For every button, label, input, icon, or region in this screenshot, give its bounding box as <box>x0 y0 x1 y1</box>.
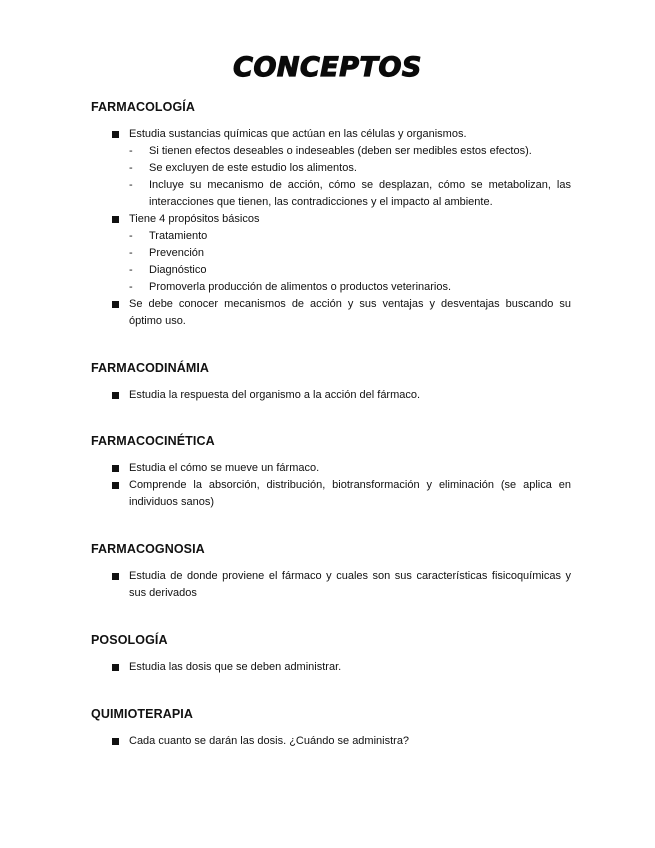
section-heading: FARMACOCINÉTICA <box>91 434 215 448</box>
sub-item-text: Si tienen efectos deseables o indeseables (deben ser medibles estos efectos). <box>149 145 532 157</box>
bullet-text: Comprende la absorción, distribución, biotransformación y eliminación (se aplica en individuos sanos) <box>129 479 571 508</box>
dash-icon: - <box>129 162 133 174</box>
square-bullet-icon <box>112 465 119 472</box>
square-bullet-icon <box>112 482 119 489</box>
bullet-text: Estudia las dosis que se deben administrar. <box>129 661 342 673</box>
sub-item <box>91 177 571 211</box>
sub-item-text: Diagnóstico <box>149 264 207 276</box>
bullet-item <box>91 733 571 750</box>
square-bullet-icon <box>112 301 119 308</box>
square-bullet-icon <box>112 131 119 138</box>
sub-item-text: Prevención <box>149 247 205 259</box>
section-farmacodinamia <box>91 359 571 404</box>
bullet-text: Estudia sustancias químicas que actúan en las células y organismos. <box>129 128 467 140</box>
bullet-text: Estudia de donde proviene el fármaco y cuales son sus características fisicoquímicas y sus derivados <box>129 570 571 599</box>
bullet-item <box>91 296 571 330</box>
section-posologia <box>91 631 571 676</box>
sub-item <box>91 279 571 296</box>
dash-icon: - <box>129 281 133 293</box>
sub-item <box>91 160 571 177</box>
bullet-item <box>91 568 571 602</box>
dash-icon: - <box>129 145 133 157</box>
dash-icon: - <box>129 179 133 191</box>
sub-item-text: Tratamiento <box>149 230 208 242</box>
sub-item <box>91 245 571 262</box>
section-heading: FARMACOGNOSIA <box>91 542 205 556</box>
section-quimioterapia <box>91 705 571 750</box>
sub-item-text: Promoverla producción de alimentos o productos veterinarios. <box>149 281 452 293</box>
bullet-text: Cada cuanto se darán las dosis. ¿Cuándo se administra? <box>129 735 410 747</box>
bullet-item <box>91 126 571 143</box>
square-bullet-icon <box>112 392 119 399</box>
square-bullet-icon <box>112 664 119 671</box>
bullet-text: Se debe conocer mecanismos de acción y sus ventajas y desventajas buscando su óptimo uso. <box>129 298 571 327</box>
section-farmacognosia <box>91 540 571 602</box>
bullet-item <box>91 387 571 404</box>
sub-item <box>91 228 571 245</box>
dash-icon: - <box>129 264 133 276</box>
bullet-text: Tiene 4 propósitos básicos <box>129 213 260 225</box>
bullet-item <box>91 477 571 511</box>
dash-icon: - <box>129 230 133 242</box>
bullet-item <box>91 460 571 477</box>
section-farmacocinetica <box>91 432 571 511</box>
section-heading: POSOLOGÍA <box>91 633 168 647</box>
section-farmacologia <box>91 98 571 330</box>
sub-item-text: Se excluyen de este estudio los alimentos. <box>149 162 357 174</box>
bullet-text: Estudia la respuesta del organismo a la acción del fármaco. <box>129 389 421 401</box>
section-heading: FARMACODINÁMIA <box>91 361 210 375</box>
square-bullet-icon <box>112 738 119 745</box>
dash-icon: - <box>129 247 133 259</box>
section-heading: FARMACOLOGÍA <box>91 100 195 114</box>
bullet-item <box>91 211 571 228</box>
section-heading: QUIMIOTERAPIA <box>91 707 193 721</box>
square-bullet-icon <box>112 216 119 223</box>
page-title: CONCEPTOS <box>233 52 422 83</box>
bullet-text: Estudia el cómo se mueve un fármaco. <box>129 462 320 474</box>
sub-item <box>91 262 571 279</box>
sub-item-text: Incluye su mecanismo de acción, cómo se desplazan, cómo se metabolizan, las interacciones que tienen, las contradicciones y el impacto al ambiente. <box>149 179 571 208</box>
sub-item <box>91 143 571 160</box>
square-bullet-icon <box>112 573 119 580</box>
bullet-item <box>91 659 571 676</box>
